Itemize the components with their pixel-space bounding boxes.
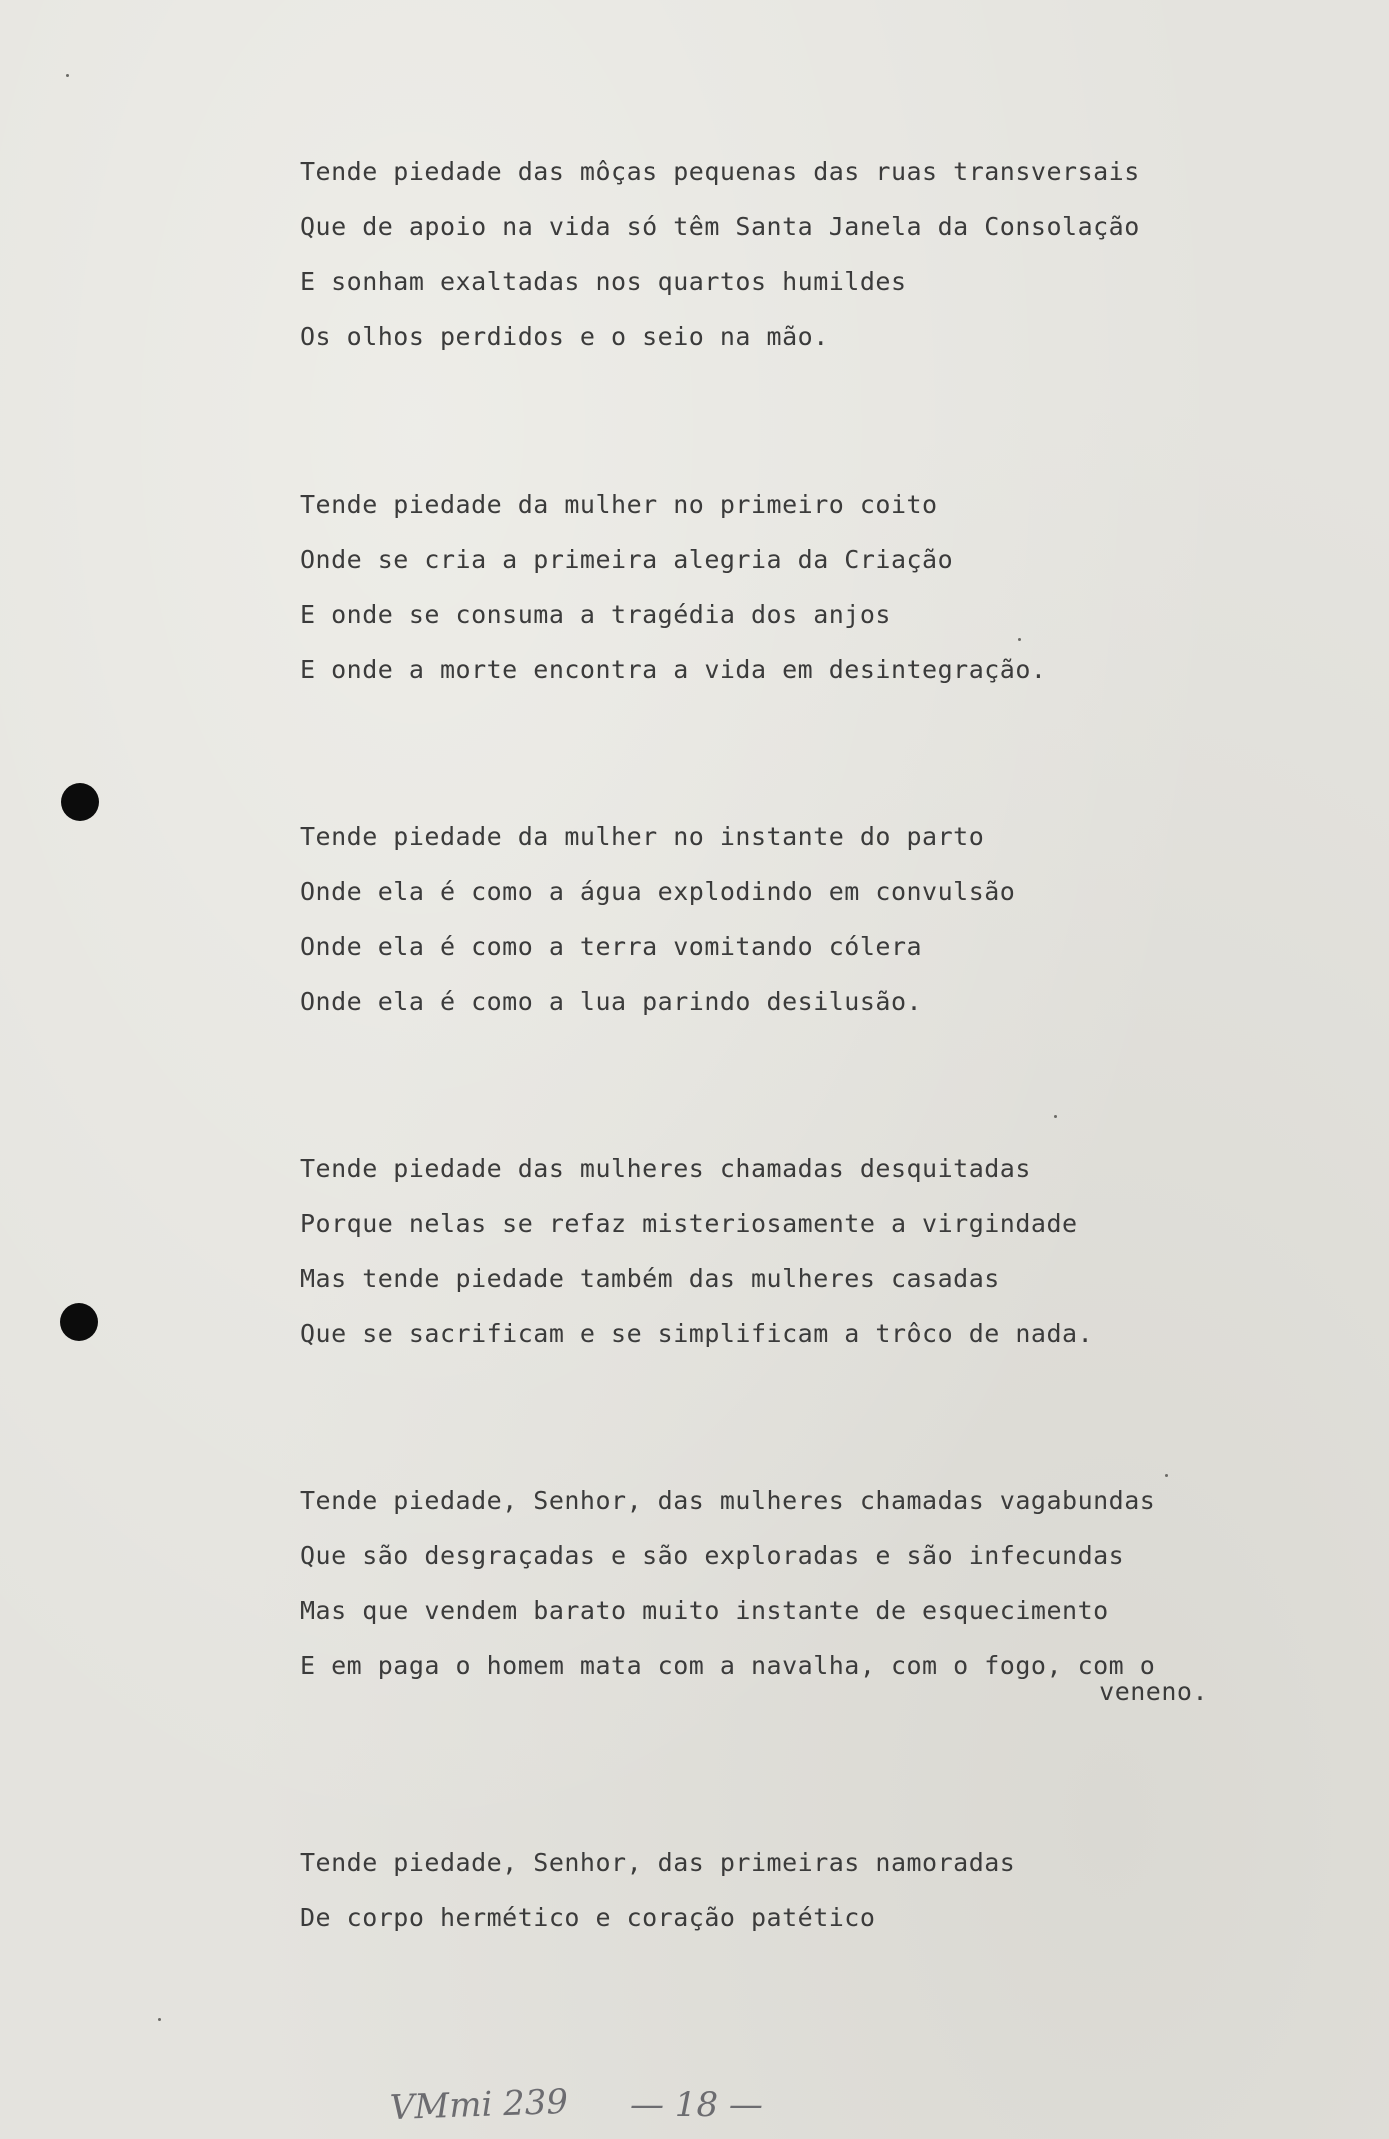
stanza-4 — [300, 1147, 1240, 1367]
poem-line: E onde se consuma a tragédia dos anjos — [300, 600, 891, 629]
paper-speck — [158, 2018, 161, 2021]
paper-speck — [1054, 1115, 1057, 1118]
page-number: — 18 — — [630, 2085, 763, 2125]
poem-line-continuation: veneno. — [1099, 1677, 1208, 1706]
poem-line: Tende piedade da mulher no primeiro coito — [300, 490, 938, 519]
poem-line: Tende piedade, Senhor, das primeiras namoradas — [300, 1848, 1016, 1877]
poem-line: E onde a morte encontra a vida em desintegração. — [300, 655, 1047, 684]
poem-line: Que se sacrificam e se simplificam a trôco de nada. — [300, 1319, 1094, 1348]
punch-hole — [61, 783, 99, 821]
archive-reference: VMmi 239 — [389, 2081, 569, 2129]
poem-line: Mas que vendem barato muito instante de esquecimento — [300, 1596, 1109, 1625]
poem-line: Onde ela é como a lua parindo desilusão. — [300, 987, 923, 1016]
poem-line: Que de apoio na vida só têm Santa Janela da Consolação — [300, 212, 1140, 241]
poem-line: Onde se cria a primeira alegria da Criação — [300, 545, 954, 574]
poem-line: Tende piedade da mulher no instante do parto — [300, 822, 985, 851]
poem-line: Onde ela é como a água explodindo em convulsão — [300, 877, 1016, 906]
poem-line: Tende piedade das môças pequenas das ruas transversais — [300, 157, 1140, 186]
poem-line: Tende piedade, Senhor, das mulheres chamadas vagabundas — [300, 1486, 1156, 1515]
poem-line: Os olhos perdidos e o seio na mão. — [300, 322, 829, 351]
stanza-2 — [300, 483, 1240, 703]
stanza-6 — [300, 1841, 1240, 1951]
paper-speck — [66, 74, 69, 77]
poem-line: E em paga o homem mata com a navalha, com o fogo, com o — [300, 1651, 1156, 1680]
stanza-5 — [300, 1479, 1240, 1707]
poem-line: Que são desgraçadas e são exploradas e são infecundas — [300, 1541, 1125, 1570]
poem-line: De corpo hermético e coração patético — [300, 1903, 876, 1932]
poem-line: Porque nelas se refaz misteriosamente a virgindade — [300, 1209, 1078, 1238]
poem-line: Onde ela é como a terra vomitando cólera — [300, 932, 923, 961]
stanza-1 — [300, 150, 1240, 370]
poem-line: Tende piedade das mulheres chamadas desquitadas — [300, 1154, 1031, 1183]
punch-hole — [60, 1303, 98, 1341]
paper-speck — [1165, 1474, 1168, 1477]
poem-line: E sonham exaltadas nos quartos humildes — [300, 267, 907, 296]
poem-line: Mas tende piedade também das mulheres casadas — [300, 1264, 1000, 1293]
stanza-3 — [300, 815, 1240, 1035]
